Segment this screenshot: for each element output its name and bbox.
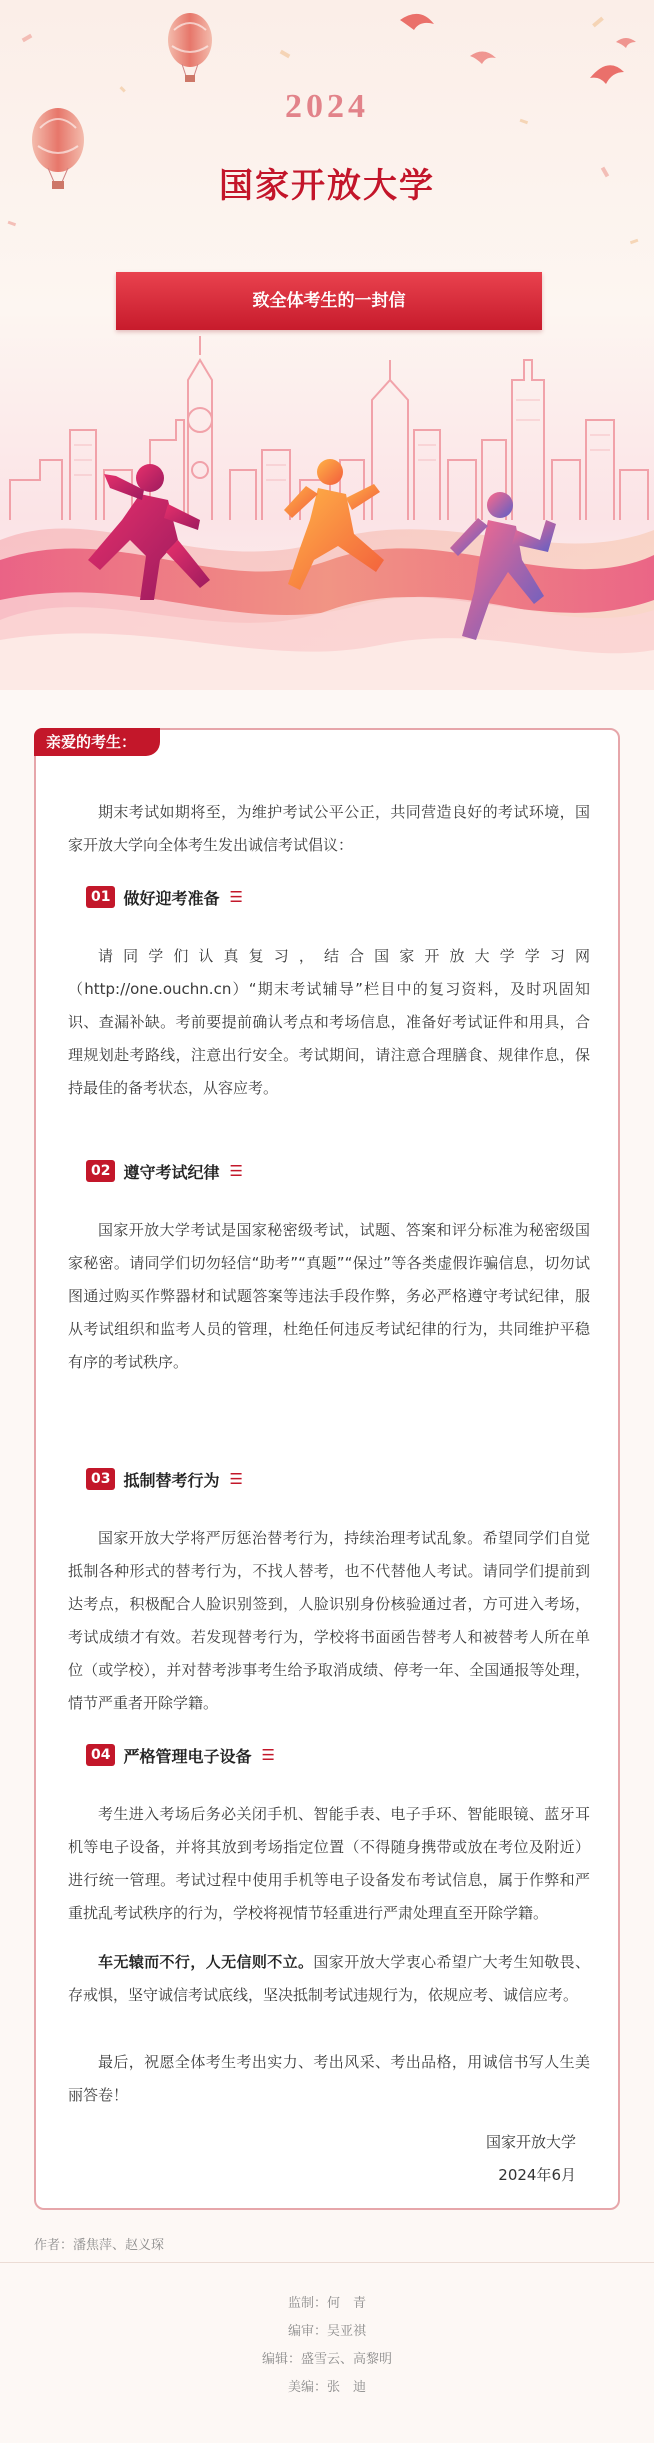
confetti	[8, 17, 639, 245]
section-title: 做好迎考准备	[123, 888, 220, 908]
university-title: 国家开放大学	[219, 166, 435, 206]
year-heading: 2024	[285, 88, 369, 125]
balloon-top	[168, 13, 212, 82]
final-paragraph: 最后，祝愿全体考生考出实力、考出风采、考出品格，用诚信书写人生美丽答卷！	[68, 2053, 590, 2104]
closing-paragraph	[68, 1946, 590, 2012]
birds	[400, 14, 636, 84]
section-number: 01	[86, 886, 115, 908]
author-line: 作者：潘焦萍、赵义琛	[34, 2238, 165, 2253]
footer-divider	[0, 2262, 654, 2263]
closing-motto: 车无辕而不行，人无信则不立。	[98, 1953, 314, 1971]
credit-supervisor: 监制：何 青	[287, 2296, 366, 2311]
greeting-tag: 亲爱的考生：	[34, 728, 160, 756]
credit-editors: 编辑：盛雪云、高黎明	[261, 2352, 392, 2367]
letter-card	[34, 728, 620, 2210]
section-title: 遵守考试纪律	[123, 1162, 220, 1182]
section-heading-2	[86, 1158, 243, 1184]
hero-banner	[0, 0, 654, 690]
intro-paragraph: 期末考试如期将至，为维护考试公平公正，共同营造良好的考试环境，国家开放大学向全体考生发出诚信考试倡议：	[68, 803, 590, 854]
section-number: 02	[86, 1160, 115, 1182]
credit-reviewer: 编审：吴亚祺	[287, 2324, 366, 2339]
credit-designer: 美编：张 迪	[287, 2380, 366, 2395]
letter-banner: 致全体考生的一封信	[116, 272, 542, 330]
section-number: 03	[86, 1468, 115, 1490]
section-heading-1	[86, 884, 243, 910]
stripe-icon: ☰	[229, 1470, 243, 1488]
section-body-2: 国家开放大学考试是国家秘密级考试，试题、答案和评分标准为秘密级国家秘密。请同学们切勿轻信“助考”“真题”“保过”等各类虚假诈骗信息，切勿试图通过购买作弊器材和试题答案等违法手段作弊，务必严格遵守考试纪律，服从考试组织和监考人员的管理，杜绝任何违反考试纪律的行为，共同维护平稳有序的考试秩序。	[68, 1221, 590, 1371]
closing-text: 国家开放大学衷心希望广大考生知敬畏、存戒惧，坚守诚信考试底线，坚决抵制考试违规行为，依规应考、诚信应考。	[68, 1953, 590, 2004]
section-body-1: 请同学们认真复习，结合国家开放大学学习网（http://one.ouchn.cn）“期末考试辅导”栏目中的复习资料，及时巩固知识、查漏补缺。考前要提前确认考点和考场信息，准备好考试证件和用具，合理规划赴考路线，注意出行安全。考试期间，请注意合理膳食、规律作息，保持最佳的备考状态，从容应考。	[68, 947, 590, 1097]
signature: 国家开放大学	[485, 2133, 576, 2151]
signature-date: 2024年6月	[498, 2166, 576, 2184]
section-body-3: 国家开放大学将严厉惩治替考行为，持续治理考试乱象。希望同学们自觉抵制各种形式的替考行为，不找人替考，也不代替他人考试。请同学们提前到达考点，积极配合人脸识别签到，人脸识别身份核验通过者，方可进入考场，考试成绩才有效。若发现替考行为，学校将书面函告替考人和被替考人所在单位（或学校），并对替考涉事考生给予取消成绩、停考一年、全国通报等处理，情节严重者开除学籍。	[68, 1529, 590, 1712]
section-heading-4	[86, 1742, 275, 1768]
section-heading-3	[86, 1466, 243, 1492]
section-body-4: 考生进入考场后务必关闭手机、智能手表、电子手环、智能眼镜、蓝牙耳机等电子设备，并将其放到考场指定位置（不得随身携带或放在考位及附近）进行统一管理。考试过程中使用手机等电子设备发布考试信息，属于作弊和严重扰乱考试秩序的行为，学校将视情节轻重进行严肃处理直至开除学籍。	[68, 1805, 590, 1922]
section-title: 严格管理电子设备	[123, 1746, 252, 1766]
stripe-icon: ☰	[261, 1746, 275, 1764]
stripe-icon: ☰	[229, 1162, 243, 1180]
section-number: 04	[86, 1744, 115, 1766]
section-title: 抵制替考行为	[123, 1470, 220, 1490]
stripe-icon: ☰	[229, 888, 243, 906]
